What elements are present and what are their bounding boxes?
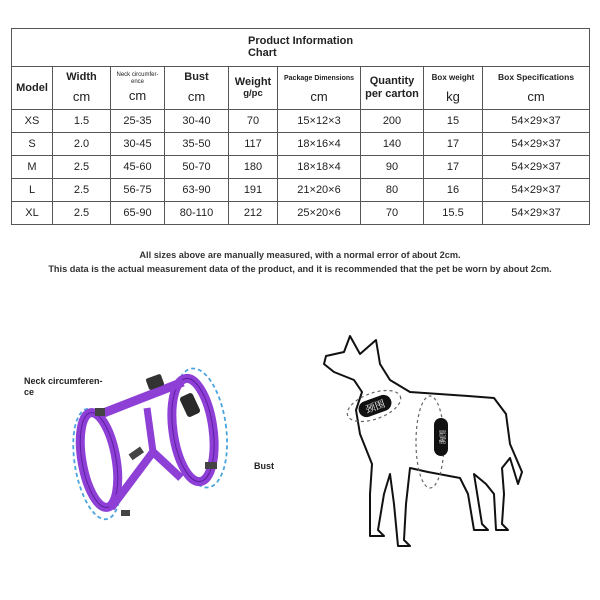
cell-bust: 50-70: [165, 156, 229, 179]
adjuster-left: [95, 408, 105, 416]
cell-package: 15×12×3: [278, 110, 361, 133]
cell-quantity: 200: [361, 110, 424, 133]
header-boxweight-unit: kg: [446, 88, 460, 104]
cell-neck: 30-45: [111, 133, 165, 156]
header-weight-unit: g/pc: [243, 87, 263, 99]
cell-bust: 35-50: [165, 133, 229, 156]
table-title-line1: Product Information: [247, 35, 354, 48]
dog-illustration: [318, 334, 528, 554]
cell-package: 18×18×4: [278, 156, 361, 179]
header-bust-unit: cm: [187, 88, 206, 104]
header-boxspec-label: Box Specifications: [498, 72, 575, 83]
cell-boxweight: 15.5: [424, 202, 483, 225]
header-boxweight: [424, 67, 483, 110]
adjuster-bottom: [205, 462, 217, 469]
cell-boxspec: 54×29×37: [483, 179, 590, 202]
table-row: [12, 156, 590, 179]
header-neck-label: Neck circumfer-ence: [116, 72, 159, 86]
cell-boxspec: 54×29×37: [483, 133, 590, 156]
header-width-label: Width: [66, 71, 97, 84]
cell-weight: 70: [229, 110, 278, 133]
cell-model: S: [12, 133, 53, 156]
cell-bust: 63-90: [165, 179, 229, 202]
cell-neck: 25-35: [111, 110, 165, 133]
table-title: [12, 29, 590, 67]
cell-model: L: [12, 179, 53, 202]
cell-boxspec: 54×29×37: [483, 202, 590, 225]
cell-weight: 212: [229, 202, 278, 225]
cell-bust: 80-110: [165, 202, 229, 225]
dog-bust-tag: 胸围: [439, 430, 447, 444]
cell-weight: 191: [229, 179, 278, 202]
header-package-unit: cm: [310, 88, 328, 104]
header-quantity-unit: per carton: [365, 88, 419, 100]
cell-bust: 30-40: [165, 110, 229, 133]
table-row: [12, 179, 590, 202]
cell-neck: 65-90: [111, 202, 165, 225]
header-quantity: [361, 67, 424, 110]
cell-boxspec: 54×29×37: [483, 110, 590, 133]
header-quantity-label: Quantity: [369, 75, 415, 88]
cell-neck: 45-60: [111, 156, 165, 179]
cell-quantity: 80: [361, 179, 424, 202]
header-width-unit: cm: [72, 88, 91, 104]
buckle-side: [179, 392, 201, 418]
cell-quantity: 140: [361, 133, 424, 156]
cell-model: XL: [12, 202, 53, 225]
cell-width: 1.5: [53, 110, 111, 133]
adjuster-chest: [129, 447, 144, 461]
header-package: [278, 67, 361, 110]
dog-neck-tag: 颈围: [364, 398, 387, 416]
bust-label: Bust: [254, 461, 274, 471]
table-row: [12, 133, 590, 156]
cell-boxweight: 17: [424, 133, 483, 156]
cell-quantity: 70: [361, 202, 424, 225]
cell-boxweight: 17: [424, 156, 483, 179]
cell-package: 18×16×4: [278, 133, 361, 156]
header-bust: [165, 67, 229, 110]
note-line-2: This data is the actual measurement data of the product, and it is recommended that the pet be worn by about 2cm.: [48, 264, 552, 274]
cell-boxweight: 15: [424, 110, 483, 133]
neck-label: Neck circumferen-ce: [24, 376, 103, 397]
header-boxweight-label: Box weight: [431, 73, 475, 83]
cell-model: XS: [12, 110, 53, 133]
table-title-line2: Chart: [247, 47, 277, 60]
cell-width: 2.5: [53, 179, 111, 202]
cell-width: 2.5: [53, 156, 111, 179]
cell-package: 21×20×6: [278, 179, 361, 202]
product-info-table: [11, 28, 590, 225]
cell-weight: 117: [229, 133, 278, 156]
note-line-1: All sizes above are manually measured, with a normal error of about 2cm.: [139, 250, 461, 260]
cell-quantity: 90: [361, 156, 424, 179]
cell-weight: 180: [229, 156, 278, 179]
header-boxspec: [483, 67, 590, 110]
dog-outline: [324, 336, 522, 546]
cell-width: 2.5: [53, 202, 111, 225]
header-weight: [229, 67, 278, 110]
table-header-row: [12, 67, 590, 110]
header-neck: [111, 67, 165, 110]
header-package-label: Package Dimensions: [283, 75, 355, 83]
header-bust-label: Bust: [184, 71, 209, 84]
header-width: [53, 67, 111, 110]
table-row: [12, 110, 590, 133]
header-boxspec-unit: cm: [527, 88, 545, 104]
harness-illustration: [55, 360, 245, 530]
cell-model: M: [12, 156, 53, 179]
cell-boxweight: 16: [424, 179, 483, 202]
cell-package: 25×20×6: [278, 202, 361, 225]
cell-width: 2.0: [53, 133, 111, 156]
header-neck-unit: cm: [128, 88, 147, 104]
header-model: Model: [12, 67, 53, 110]
cell-neck: 56-75: [111, 179, 165, 202]
header-weight-label: Weight: [234, 76, 272, 89]
table-row: [12, 202, 590, 225]
cell-boxspec: 54×29×37: [483, 156, 590, 179]
